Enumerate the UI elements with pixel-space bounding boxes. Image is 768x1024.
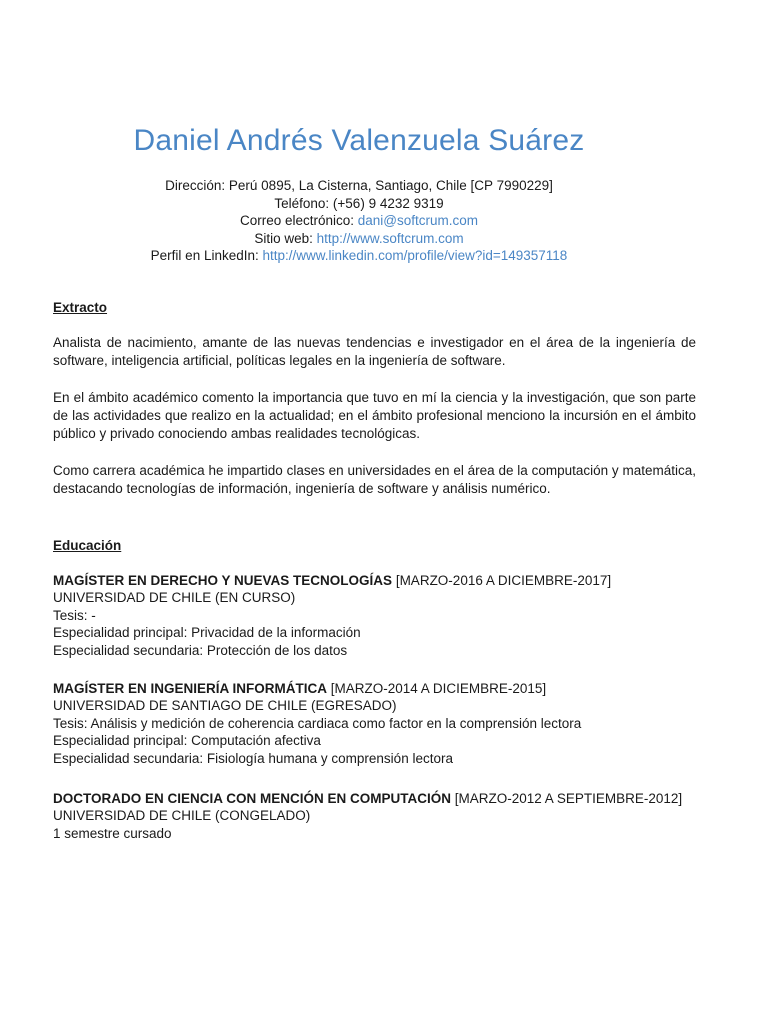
extracto-heading: Extracto xyxy=(53,300,108,315)
linkedin-label: Perfil en LinkedIn: xyxy=(150,248,259,264)
website-line xyxy=(0,230,718,248)
education-entry-2 xyxy=(53,680,733,767)
email-label: Correo electrónico: xyxy=(239,213,355,229)
linkedin-line xyxy=(0,247,718,265)
degree-title: MAGÍSTER EN INGENIERÍA INFORMÁTICA xyxy=(53,681,328,696)
degree-period: [MARZO-2014 A DICIEMBRE-2015] xyxy=(330,681,547,696)
degree-period: [MARZO-2016 A DICIEMBRE-2017] xyxy=(395,573,612,588)
degree-title: MAGÍSTER EN DERECHO Y NUEVAS TECNOLOGÍAS xyxy=(53,573,393,588)
education-entry-3 xyxy=(53,790,733,842)
extracto-paragraph-1: Analista de nacimiento, amante de las nuevas tendencias e investigador en el área de la ingeniería de software, inteligencia artificial, políticas legales en la ingeniería de software. xyxy=(53,335,696,368)
extracto-paragraph-2: En el ámbito académico comento la importancia que tuvo en mí la ciencia y la investigación, que son parte de las actividades que realizo en la actualidad; en el ámbito profesional menciono la incursión en el ámbito público y privado conociendo ambas realidades tecnológicas. xyxy=(53,390,696,441)
degree-detail: 1 semestre cursado xyxy=(53,825,172,841)
degree-detail: Tesis: Análisis y medición de coherencia cardiaca como factor en la comprensión lectora xyxy=(53,715,582,731)
website-label: Sitio web: xyxy=(254,230,313,246)
education-entry-1 xyxy=(53,572,733,659)
phone-line xyxy=(0,195,718,213)
email-line xyxy=(0,212,718,230)
educacion-heading: Educación xyxy=(53,538,122,553)
degree-detail: Especialidad secundaria: Protección de los datos xyxy=(53,642,348,658)
degree-detail: Especialidad principal: Privacidad de la información xyxy=(53,625,361,641)
person-name: Daniel Andrés Valenzuela Suárez xyxy=(133,124,585,157)
degree-university: UNIVERSIDAD DE CHILE (EN CURSO) xyxy=(53,590,296,606)
degree-university: UNIVERSIDAD DE SANTIAGO DE CHILE (EGRESADO) xyxy=(53,698,397,714)
address-label: Dirección: xyxy=(165,178,226,193)
degree-university: UNIVERSIDAD DE CHILE (CONGELADO) xyxy=(53,808,311,824)
degree-detail: Especialidad secundaria: Fisiología humana y comprensión lectora xyxy=(53,750,453,766)
email-link[interactable]: dani@softcrum.com xyxy=(357,213,479,229)
phone-value: (+56) 9 4232 9319 xyxy=(332,195,444,211)
degree-title: DOCTORADO EN CIENCIA CON MENCIÓN EN COMPUTACIÓN xyxy=(53,791,452,806)
address-value: Perú 0895, La Cisterna, Santiago, Chile [CP 7990229] xyxy=(228,178,553,193)
degree-period: [MARZO-2012 A SEPTIEMBRE-2012] xyxy=(454,791,683,806)
contact-block xyxy=(0,177,718,265)
degree-detail: Especialidad principal: Computación afectiva xyxy=(53,733,321,749)
degree-detail: Tesis: - xyxy=(53,607,96,623)
extracto-paragraph-3: Como carrera académica he impartido clases en universidades en el área de la computación y matemática, destacando tecnologías de información, ingeniería de software y análisis numérico. xyxy=(53,463,696,496)
linkedin-link[interactable]: http://www.linkedin.com/profile/view?id=149357118 xyxy=(262,248,568,264)
website-link[interactable]: http://www.softcrum.com xyxy=(316,230,464,246)
phone-label: Teléfono: xyxy=(274,195,330,211)
address-line xyxy=(0,177,718,195)
